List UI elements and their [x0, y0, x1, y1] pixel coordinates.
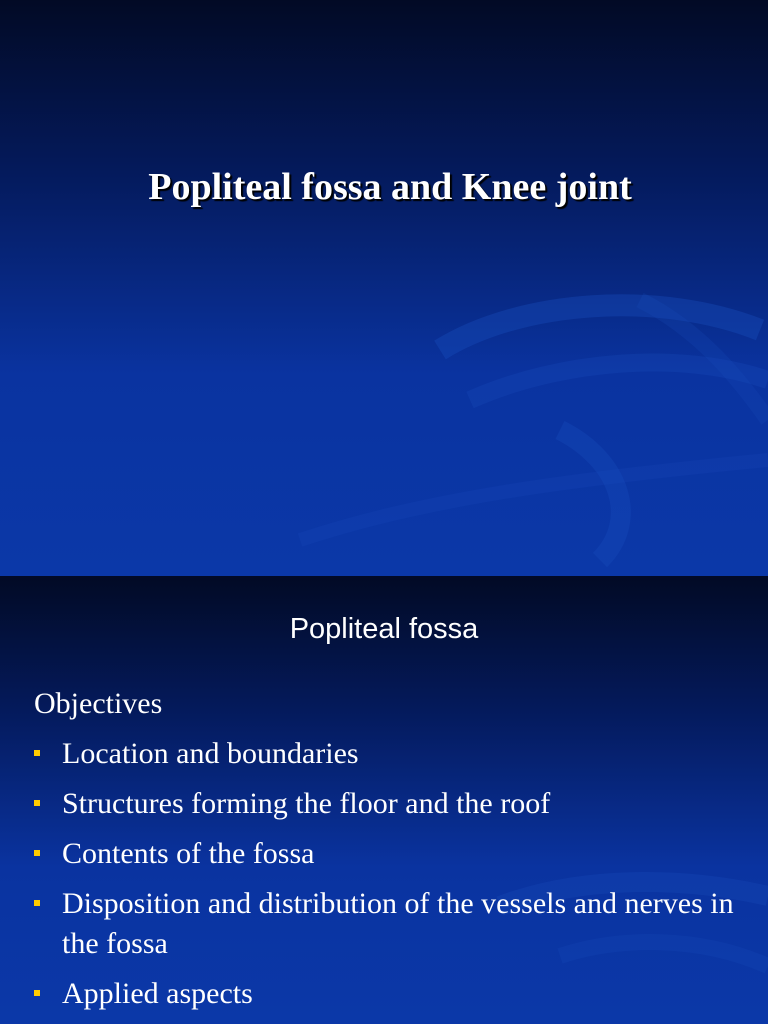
- list-item: [34, 734, 744, 774]
- list-item: [34, 974, 744, 1014]
- list-item-text: Location and boundaries: [62, 737, 359, 770]
- square-bullet-icon: [34, 850, 40, 856]
- objectives-slide: [0, 576, 768, 1024]
- list-item: [34, 784, 744, 824]
- list-item-text: Contents of the fossa: [62, 837, 315, 870]
- square-bullet-icon: [34, 900, 40, 906]
- slide-body: [34, 684, 744, 1024]
- square-bullet-icon: [34, 800, 40, 806]
- objectives-heading: Objectives: [34, 687, 163, 720]
- list-item-text: Applied aspects: [62, 977, 253, 1010]
- square-bullet-icon: [34, 750, 40, 756]
- objectives-list: [34, 734, 744, 1014]
- list-item: [34, 834, 744, 874]
- slide-title: Popliteal fossa: [289, 613, 479, 645]
- list-item-text: Disposition and distribution of the vessels and nerves in the fossa: [62, 887, 734, 960]
- list-item: [34, 884, 744, 964]
- presentation-title: Popliteal fossa and Knee joint: [148, 166, 632, 208]
- list-item-text: Structures forming the floor and the roof: [62, 787, 551, 820]
- square-bullet-icon: [34, 990, 40, 996]
